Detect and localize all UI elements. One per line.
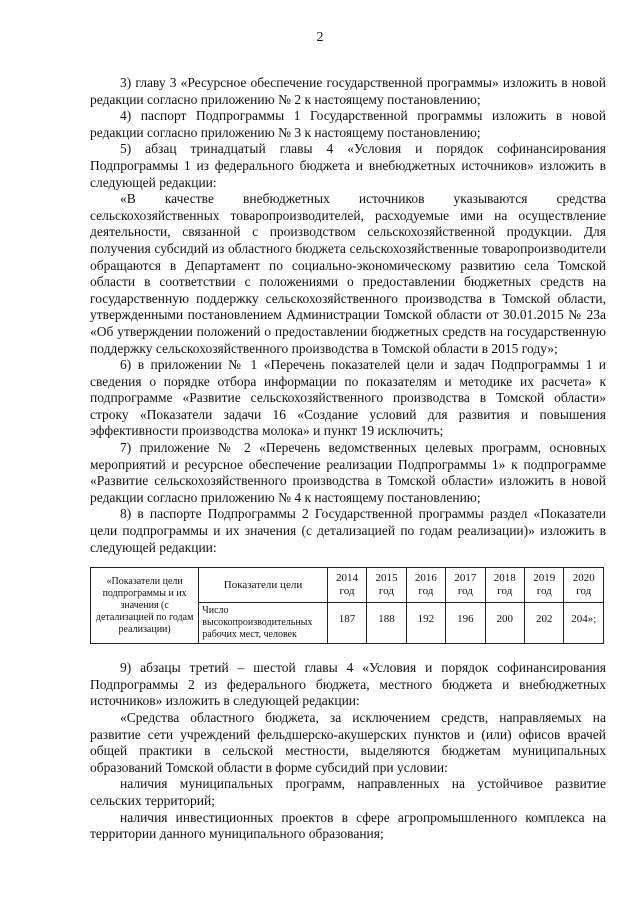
table-row-label: «Показатели цели подпрограммы и их значения (с детализацией по годам реализации) xyxy=(91,568,199,644)
paragraph-item-7: 7) приложение № 2 «Перечень ведомственных целевых программ, основных мероприятий и ресурсное обеспечение реализации Подпрограммы 1» к подпрограмме «Развитие сельскохозяйственного производства в Томской области» изложить в новой редакции согласно приложению № 4 к настоящему постановлению; xyxy=(90,440,606,505)
year-header-2016: 2016 год xyxy=(406,568,445,603)
page-number: 2 xyxy=(316,30,324,45)
paragraph-item-8: 8) в паспорте Подпрограммы 2 Государственной программы раздел «Показатели цели подпрограммы и их значения (с детализацией по годам реализации)» изложить в следующей редакции: xyxy=(90,506,606,555)
paragraph-item-4: 4) паспорт Подпрограммы 1 Государственной программы изложить в новой редакции согласно приложению № 3 к настоящему постановлению; xyxy=(90,108,606,140)
year-header-2019: 2019 год xyxy=(525,568,564,603)
value-2015: 188 xyxy=(367,603,406,644)
value-2016: 192 xyxy=(406,603,445,644)
indicators-table xyxy=(90,567,604,644)
condition-paragraph-2: наличия инвестиционных проектов в сфере агропромышленного комплекса на территории данного муниципального образования; xyxy=(90,809,606,842)
value-2014: 187 xyxy=(327,603,366,644)
year-header-2015: 2015 год xyxy=(367,568,406,603)
paragraph-item-6: 6) в приложении № 1 «Перечень показателей цели и задач Подпрограммы 1 и сведения о порядке отбора информации по показателям и методике их расчета» к подпрограмме «Развитие сельскохозяйственного производства в Томской области» строку «Показатели задачи 16 «Создание условий для развития и повышения эффективности производства молока» и пункт 19 исключить; xyxy=(90,357,606,439)
condition-paragraph-1: наличия муниципальных программ, направленных на устойчивое развитие сельских территорий; xyxy=(90,776,606,808)
year-header-2020: 2020 год xyxy=(564,568,604,603)
value-2020: 204»; xyxy=(564,603,604,644)
paragraph-item-9: 9) абзацы третий – шестой главы 4 «Условия и порядок софинансирования Подпрограммы 2 из федерального бюджета, местного бюджета и внебюджетных источников» изложить в следующей редакции: xyxy=(90,660,606,709)
paragraph-item-5: 5) абзац тринадцатый главы 4 «Условия и порядок софинансирования Подпрограммы 1 из федерального бюджета и внебюджетных источников» изложить в следующей редакции: xyxy=(90,141,606,190)
paragraph-item-3: 3) главу 3 «Ресурсное обеспечение государственной программы» изложить в новой редакции согласно приложению № 2 к настоящему постановлению; xyxy=(90,75,606,107)
table-header-indicator: Показатели цели xyxy=(199,568,328,603)
year-header-2018: 2018 год xyxy=(485,568,524,603)
year-header-2014: 2014 год xyxy=(327,568,366,603)
value-2017: 196 xyxy=(446,603,485,644)
document-body xyxy=(90,75,606,843)
value-2019: 202 xyxy=(525,603,564,644)
indicator-name: Число высокопроизводительных рабочих мест, человек xyxy=(199,603,328,644)
value-2018: 200 xyxy=(485,603,524,644)
quoted-paragraph: «В качестве внебюджетных источников указываются средства сельскохозяйственных товаропроизводителей, расходуемые ими на осуществление деятельности, связанной с производством сельскохозяйственной продукции. Для получения субсидий из областного бюджета сельскохозяйственные товаропроизводители обращаются в Департамент по социально-экономическому развитию села Томской области в соответствии с положениями о предоставлении бюджетных средств на государственную поддержку сельскохозяйственного производства в Томской области, утвержденными постановлением Администрации Томской области от 30.01.2015 № 23а «Об утверждении положений о предоставлении бюджетных средств на государственную поддержку сельскохозяйственного производства в Томской области в 2015 году»; xyxy=(90,191,606,356)
table-header-row xyxy=(91,568,604,603)
quoted-paragraph-2: «Средства областного бюджета, за исключением средств, направляемых на развитие сети учреждений фельдшерско-акушерских пунктов и (или) офисов врачей общей практики в сельской местности, выделяются бюджетам муниципальных образований Томской области в форме субсидий при условии: xyxy=(90,710,606,775)
year-header-2017: 2017 год xyxy=(446,568,485,603)
indicators-table-wrapper xyxy=(90,567,606,644)
